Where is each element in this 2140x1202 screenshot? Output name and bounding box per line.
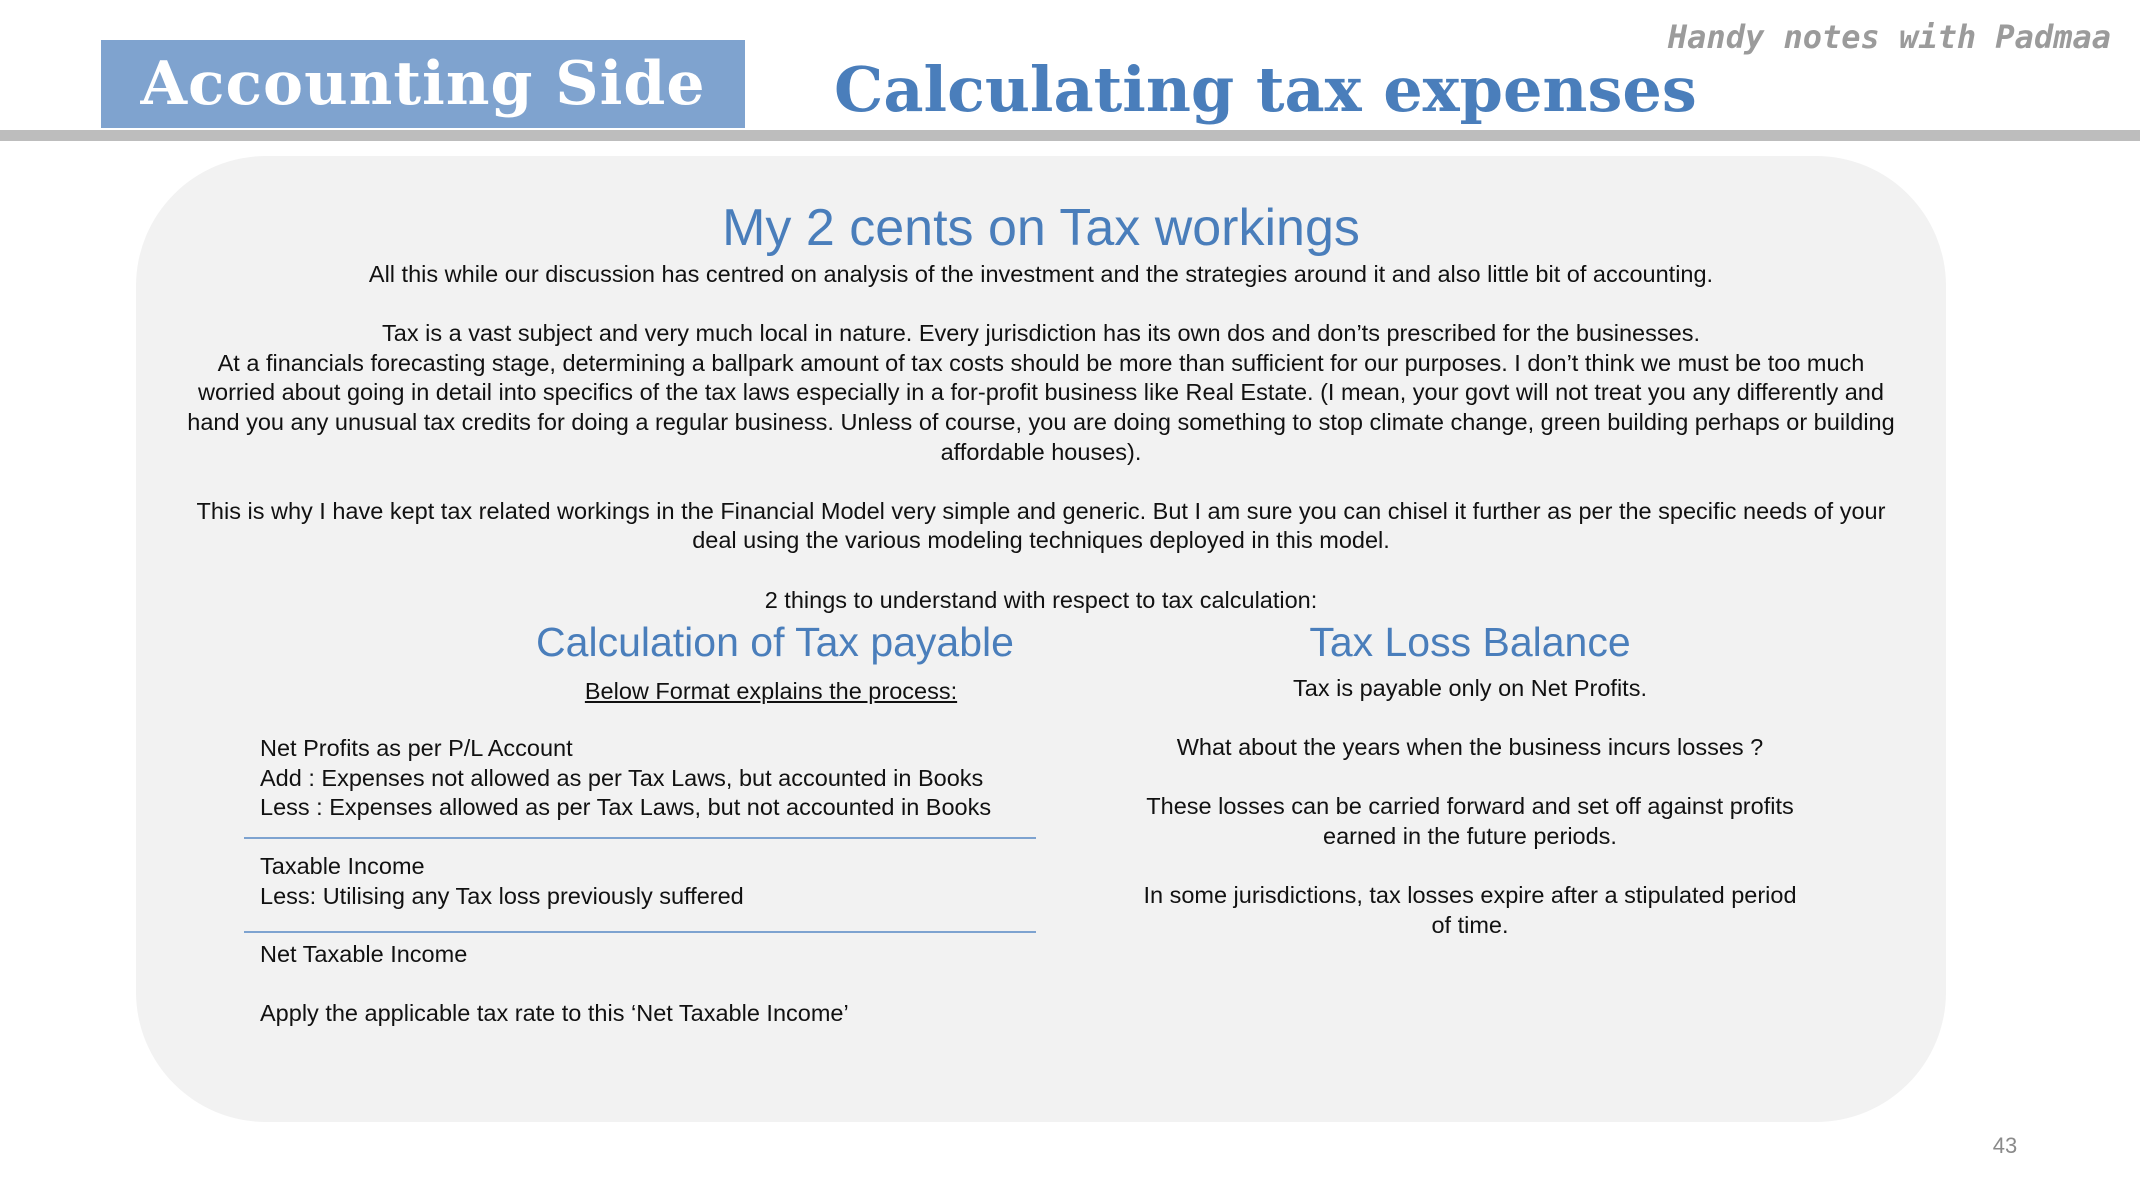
page-number: 43 <box>1992 1133 2018 1158</box>
tax-loss-paragraph: These losses can be carried forward and set off against profits earned in the future periods. <box>1146 793 1794 849</box>
tax-payable-heading: Calculation of Tax payable <box>536 619 1014 665</box>
tax-loss-paragraph: Tax is payable only on Net Profits. <box>1293 675 1647 701</box>
tax-loss-heading: Tax Loss Balance <box>1309 619 1631 665</box>
panel-heading: My 2 cents on Tax workings <box>722 199 1360 257</box>
format-line: Less: Utilising any Tax loss previously suffered <box>260 882 744 909</box>
intro-text <box>176 260 1906 615</box>
format-line: Taxable Income <box>260 853 425 879</box>
intro-paragraph: 2 things to understand with respect to tax calculation: <box>764 586 1318 613</box>
page-title: Calculating tax expenses <box>834 53 1697 126</box>
format-label: Below Format explains the process: <box>584 678 958 704</box>
intro-paragraph: All this while our discussion has centred on analysis of the investment and the strategies around it and also little bit of accounting. <box>368 261 1714 287</box>
format-divider <box>244 931 1036 933</box>
format-block-apply-rate <box>260 999 1120 1029</box>
format-block-taxable <box>260 852 1120 911</box>
section-tag: Accounting Side <box>101 40 745 128</box>
intro-paragraph: Tax is a vast subject and very much local in nature. Every jurisdiction has its own dos and don’ts prescribed for the businesses. <box>382 320 1700 347</box>
content-panel <box>136 156 1946 1122</box>
header-divider <box>0 130 2140 141</box>
format-divider <box>244 837 1036 839</box>
format-block-profits <box>260 734 1120 823</box>
tax-loss-text <box>1140 674 1800 970</box>
format-line: Apply the applicable tax rate to this ‘Net Taxable Income’ <box>260 1000 849 1026</box>
format-line: Net Taxable Income <box>260 941 468 967</box>
format-line: Add : Expenses not allowed as per Tax Laws, but accounted in Books <box>260 764 984 791</box>
tax-loss-paragraph: What about the years when the business incurs losses ? <box>1176 734 1764 761</box>
intro-paragraph: This is why I have kept tax related workings in the Financial Model very simple and generic. But I am sure you can chisel it further as per the specific needs of your deal using the various modeling techniques deployed in this model. <box>196 497 1886 554</box>
format-line: Less : Expenses allowed as per Tax Laws, but not accounted in Books <box>260 794 992 821</box>
brand-watermark: Handy notes with Padmaa <box>1667 18 2111 56</box>
format-line: Net Profits as per P/L Account <box>260 735 573 761</box>
tax-loss-paragraph: In some jurisdictions, tax losses expire after a stipulated period of time. <box>1143 882 1797 938</box>
intro-paragraph: At a financials forecasting stage, determining a ballpark amount of tax costs should be more than sufficient for our purposes. I don’t think we must be too much worried about going in detail into specifics of the tax laws especially in a for-profit business like Real Estate. (I mean, your govt will not treat you any differently and hand you any unusual tax credits for doing a regular business. Unless of course, you are doing something to stop climate change, green building perhaps or building affordable houses). <box>187 349 1895 465</box>
format-block-net-taxable <box>260 940 1120 970</box>
